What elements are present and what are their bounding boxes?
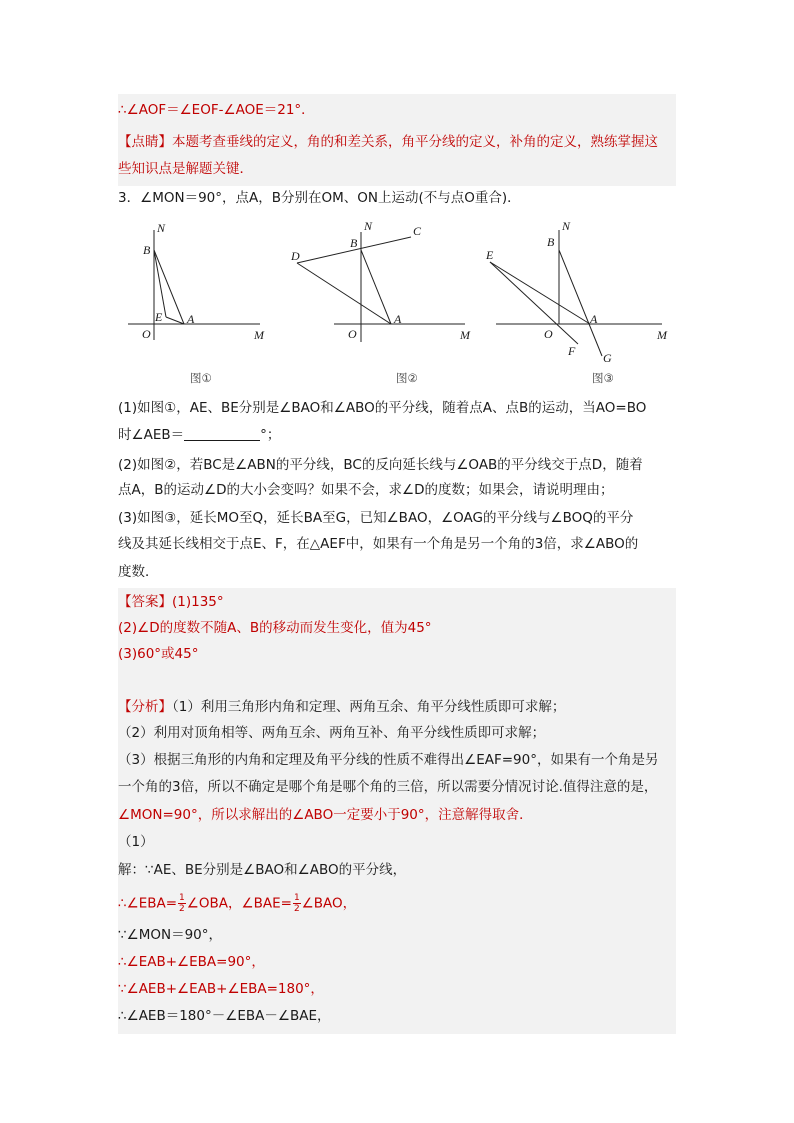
comment-line-1 [118,132,678,152]
solution-part-label: （1） [118,834,154,850]
svg-text:M: M [657,328,667,342]
answer-tag: 【答案】 [118,594,172,610]
solution-line-4: ∴∠EAB+∠EBA=90°， [118,954,265,970]
svg-text:O: O [348,327,357,341]
analysis-tag: 【分析】 [118,699,172,715]
comment-tag: 【点睛】 [118,134,172,150]
question-stem: 3．∠MON＝90°，点A，B分别在OM、ON上运动(不与点O重合)． [118,190,521,206]
svg-text:O: O [142,327,151,341]
figure-3-labels [485,219,668,385]
solution-line-1: 解：∵AE、BE分别是∠BAO和∠ABO的平分线， [118,862,407,878]
fraction-half-1 [178,893,186,914]
svg-text:N: N [562,219,571,233]
analysis-line-2: （2）利用对顶角相等、两角互余、两角互补、角平分线性质即可求解； [118,725,546,741]
answer-1: (1)135° [172,594,224,610]
svg-text:图③: 图③ [592,371,614,385]
fraction-half-2 [293,893,301,914]
svg-text:B: B [350,236,358,250]
frac-num-2: 1 [293,893,300,903]
sol2-c: ∠BAO， [301,895,357,912]
analysis-line-3: （3）根据三角形的内角和定理及角平分线的性质不难得出∠EAF=90°，如果有一个角是另 [118,752,659,768]
answer-3: (3)60°或45° [118,646,199,662]
sol2-b: ∠OBA，∠BAE= [186,895,292,912]
part1-line-b [118,425,678,445]
part1-pre: 时∠AEB＝ [118,427,185,443]
figure-2 [297,232,465,342]
svg-text:F: F [568,344,576,358]
part3-line-a: (3)如图③，延长MO至Q，延长BA至G，已知∠BAO，∠OAG的平分线与∠BOQ的平分 [118,510,634,526]
svg-text:G: G [603,351,612,365]
solution-line-3: ∵∠MON＝90°， [118,927,222,943]
comment-text-1: 本题考查垂线的定义，角的和差关系，角平分线的定义，补角的定义，熟练掌握这 [172,134,658,150]
prev-conclusion: ∴∠AOF＝∠EOF-∠AOE＝21°． [118,102,315,118]
part3-line-c: 度数． [118,564,159,580]
answer-blank [184,426,260,441]
svg-text:A: A [187,312,195,326]
svg-text:O: O [544,327,553,341]
part1-post: °； [260,427,281,443]
svg-text:E: E [486,248,494,262]
analysis-line-1 [118,697,678,717]
svg-text:A: A [590,312,598,326]
solution-line-6: ∴∠AEB＝180°－∠EBA－∠BAE， [118,1008,331,1024]
svg-text:C: C [413,224,422,238]
frac-den-1: 2 [179,904,185,914]
comment-line-2: 些知识点是解题关键． [118,161,253,177]
svg-text:D: D [291,249,300,263]
svg-text:E: E [155,310,163,324]
figures [0,210,794,410]
frac-den-2: 2 [293,904,300,914]
analysis-text-1: （1）利用三角形内角和定理、两角互余、角平分线性质即可求解； [172,699,566,715]
solution-line-2 [118,893,678,914]
svg-text:N: N [157,221,166,235]
analysis-line-5: ∠MON=90°，所以求解出的∠ABO一定要小于90°，注意解得取舍． [118,807,533,823]
svg-text:N: N [364,219,373,233]
answer-line-1 [118,592,678,612]
figure-1-labels [142,221,265,385]
part3-line-b: 线及其延长线相交于点E、F，在△AEF中，如果有一个角是另一个角的3倍，求∠ABO的 [118,536,639,552]
part1-line-a: (1)如图①，AE、BE分别是∠BAO和∠ABO的平分线，随着点A、点B的运动，当AO=BO [118,400,647,416]
answer-2: (2)∠D的度数不随A、B的移动而发生变化，值为45° [118,620,432,636]
svg-text:B: B [143,243,151,257]
svg-text:M: M [254,328,264,342]
solution-line-5: ∵∠AEB+∠EAB+∠EBA=180°， [118,981,324,997]
svg-text:图②: 图② [396,371,418,385]
svg-text:M: M [460,328,470,342]
part2-line-a: (2)如图②，若BC是∠ABN的平分线，BC的反向延长线与∠OAB的平分线交于点D，随着 [118,457,643,473]
figure-3 [490,230,662,356]
analysis-line-4: 一个角的3倍，所以不确定是哪个角是哪个角的三倍，所以需要分情况讨论.值得注意的是， [118,779,658,795]
sol2-a: ∴∠EBA= [118,895,178,912]
part2-line-b: 点A，B的运动∠D的大小会变吗？如果不会，求∠D的度数；如果会，请说明理由； [118,482,614,498]
svg-text:B: B [547,235,555,249]
svg-text:图①: 图① [190,371,212,385]
svg-text:A: A [394,312,402,326]
frac-num-1: 1 [179,893,185,903]
